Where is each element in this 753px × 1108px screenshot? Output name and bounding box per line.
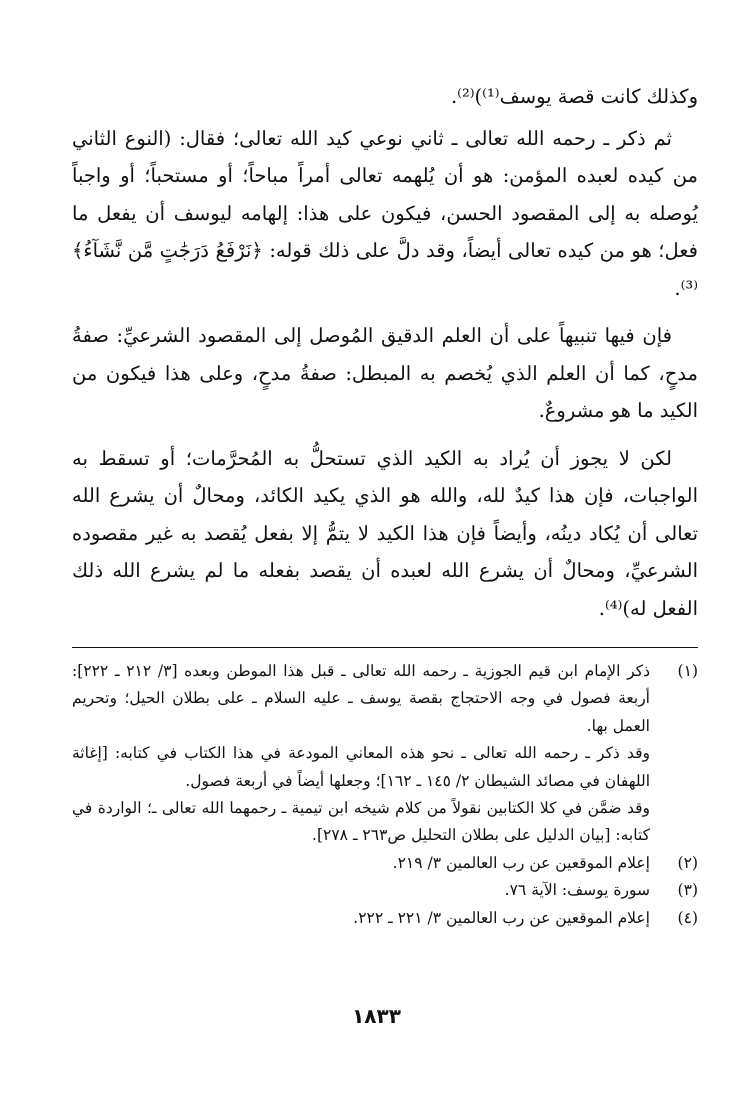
page-number: ١٨٣٣	[352, 1004, 401, 1028]
paragraph-2: ثم ذكر ـ رحمه الله تعالى ـ ثاني نوعي كيد الله تعالى؛ فقال: (النوع الثاني من كيده لعبده المؤمن: هو أن يُلهمه تعالى أمراً مباحاً؛ أو مستحباً؛ أو واجباً يُوصله به إلى المقصود الحسن، فيكون على هذا: إلهامه ليوسف أن يفعل ما فعل؛ هو من كيده تعالى أيضاً، وقد دلَّ على ذلك قوله: ﴿نَرْفَعُ دَرَجَٰتٍ مَّن نَّشَآءُ﴾⁽³⁾.	[72, 126, 698, 300]
footnote-2	[72, 850, 698, 877]
footnote-1	[72, 658, 698, 740]
paragraph-4: لكن لا يجوز أن يُراد به الكيد الذي تستحلُّ به المُحرَّمات؛ أو تسقط به الواجبات، فإن هذا كيدٌ لله، والله هو الذي يكيد الكائد، ومحالٌ أن يشرع الله تعالى أن يُكاد دينُه، وأيضاً فإن هذا الكيد لا يتمُّ إلا بفعل يُقصد به غير مقصوده الشرعيِّ، ومحالٌ أن يشرع الله لعبده أن يقصد بفعله ما لم يشرع الله ذلك الفعل له)⁽⁴⁾.	[72, 446, 698, 620]
footnote-3-number: (٣)	[677, 881, 698, 900]
footnote-2-text: إعلام الموقعين عن رب العالمين ٣/ ٢١٩.	[392, 853, 650, 872]
footnote-1-continuation-2: وقد ضمَّن في كلا الكتابين نقولاً من كلام شيخه ابن تيمية ـ رحمهما الله تعالى ـ؛ الواردة في كتابه: [بيان الدليل على بطلان التحليل ص٢٦٣ ـ ٢٧٨].	[72, 799, 650, 845]
paragraph-3: فإن فيها تنبيهاً على أن العلم الدقيق المُوصل إلى المقصود الشرعيِّ: صفةُ مدحٍ، كما أن العلم الذي يُخصم به المبطل: صفةُ مدحٍ، وعلى هذا فيكون من الكيد ما هو مشروعٌ.	[72, 324, 698, 422]
page-content	[72, 78, 698, 932]
footnote-3	[72, 877, 698, 904]
footnote-2-number: (٢)	[677, 853, 698, 872]
main-text	[72, 78, 698, 627]
paragraph-1: وكذلك كانت قصة يوسف⁽¹⁾)⁽²⁾.	[450, 85, 698, 108]
footnote-1-continuation-1: وقد ذكر ـ رحمه الله تعالى ـ نحو هذه المعاني المودعة في هذا الكتاب في كتابه: [إغاثة اللهفان في مصائد الشيطان ٢/ ١٤٥ ـ ١٦٢]؛ وجعلها أيضاً في أربعة فصول.	[72, 744, 650, 790]
footnote-4-number: (٤)	[677, 908, 698, 927]
footnote-4-text: إعلام الموقعين عن رب العالمين ٣/ ٢٢١ ـ ٢٢٢.	[353, 908, 650, 927]
footnote-1-text: ذكر الإمام ابن قيم الجوزية ـ رحمه الله تعالى ـ قبل هذا الموطن وبعده [٣/ ٢١٢ ـ ٢٢٢]: أربعة فصول في وجه الاحتجاج بقصة يوسف ـ عليه السلام ـ على بطلان الحيل؛ وتحريم العمل بها.	[72, 662, 650, 735]
footnote-3-text: سورة يوسف: الآية ٧٦.	[504, 881, 650, 900]
footnotes	[72, 658, 698, 932]
footnote-divider	[72, 647, 698, 648]
footnote-1-number: (١)	[677, 662, 698, 680]
footnote-4	[72, 905, 698, 932]
